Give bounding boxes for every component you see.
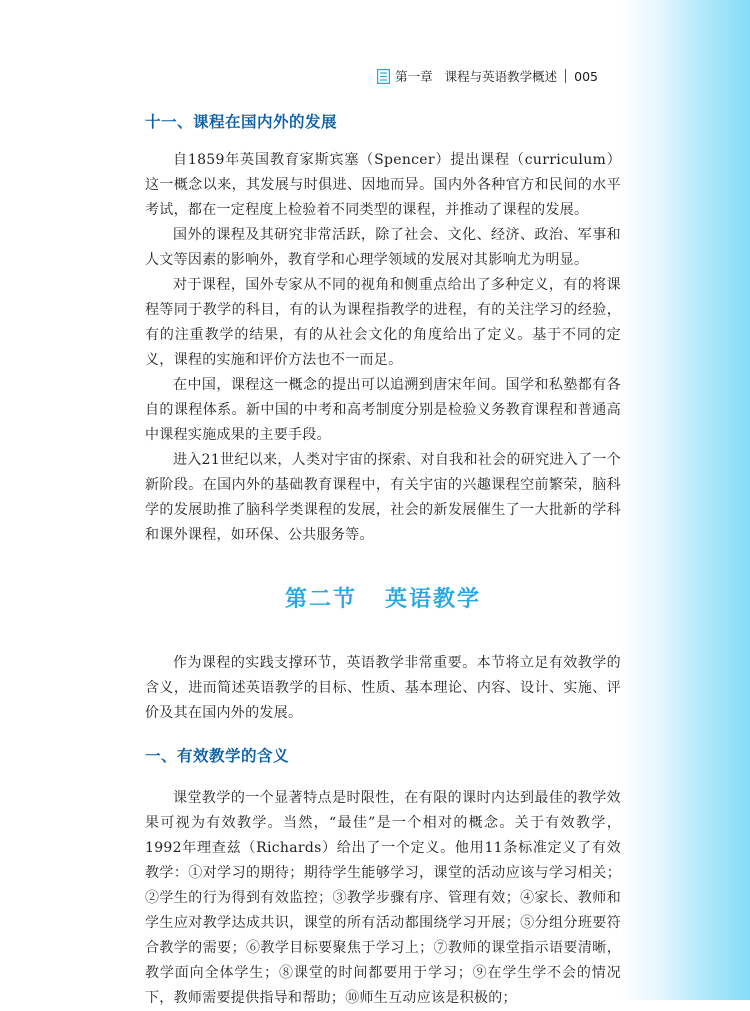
paragraph: 对于课程，国外专家从不同的视角和侧重点给出了多种定义，有的将课程等同于教学的科目，有的认为课程指教学的进程，有的关注学习的经验，有的注重教学的结果，有的从社会文化的角度给出了定义。基于不同的定义，课程的实施和评价方法也不一而足。 <box>145 277 621 368</box>
paragraph: 国外的课程及其研究非常活跃，除了社会、文化、经济、政治、军事和人文等因素的影响外，教育学和心理学领域的发展对其影响尤为明显。 <box>145 227 621 268</box>
section-title <box>145 582 621 613</box>
page-content <box>145 110 621 1011</box>
section-title-text: 英语教学 <box>385 586 482 612</box>
paragraph: 在中国，课程这一概念的提出可以追溯到唐宋年间。国学和私塾都有各自的课程体系。新中国的中考和高考制度分别是检验义务教育课程和普通高中课程实施成果的主要手段。 <box>145 377 621 443</box>
header-divider <box>565 69 566 83</box>
book-icon <box>377 69 390 84</box>
section-intro-paragraph: 作为课程的实践支撑环节，英语教学非常重要。本节将立足有效教学的含义，进而简述英语教学的目标、性质、基本理论、内容、设计、实施、评价及其在国内外的发展。 <box>145 655 621 721</box>
subsection-heading-effective-teaching: 一、有效教学的含义 <box>145 747 290 765</box>
paragraph: 课堂教学的一个显著特点是时限性，在有限的课时内达到最佳的教学效果可视为有效教学。当然，“最佳”是一个相对的概念。关于有效教学，1992年理查兹（Richards）给出了一个定义。他用11条标准定义了有效教学：①对学习的期待；期待学生能够学习，课堂的活动应该与学习相关；②学生的行为得到有效监控；③教学步骤有序、管理有效；④家长、教师和学生应对教学达成共识，课堂的所有活动都围绕学习开展；⑤分组分班要符合教学的需要；⑥教学目标要聚焦于学习上；⑦教师的课堂指示语要清晰，教学面向全体学生；⑧课堂的时间都要用于学习；⑨在学生学不会的情况下，教师需要提供指导和帮助；⑩师生互动应该是积极的； <box>145 790 621 1006</box>
paragraph: 进入21世纪以来，人类对宇宙的探索、对自我和社会的研究进入了一个新阶段。在国内外的基础教育课程中，有关宇宙的兴趣课程空前繁荣，脑科学的发展助推了脑科学类课程的发展，社会的新发展催生了一大批新的学科和课外课程，如环保、公共服务等。 <box>145 452 621 543</box>
header-chapter: 第一章 <box>395 69 433 84</box>
paragraph: 自1859年英国教育家斯宾塞（Spencer）提出课程（curriculum）这一概念以来，其发展与时俱进、因地而异。国内外各种官方和民间的水平考试，都在一定程度上检验着不同类型的课程，并推动了课程的发展。 <box>145 152 621 218</box>
section-heading-development: 十一、课程在国内外的发展 <box>145 113 338 131</box>
page-number: 005 <box>574 68 598 84</box>
section-title-number: 第二节 <box>284 586 357 612</box>
running-header <box>377 66 598 86</box>
header-book-title: 课程与英语教学概述 <box>444 69 558 84</box>
page-edge-band <box>620 0 750 1000</box>
